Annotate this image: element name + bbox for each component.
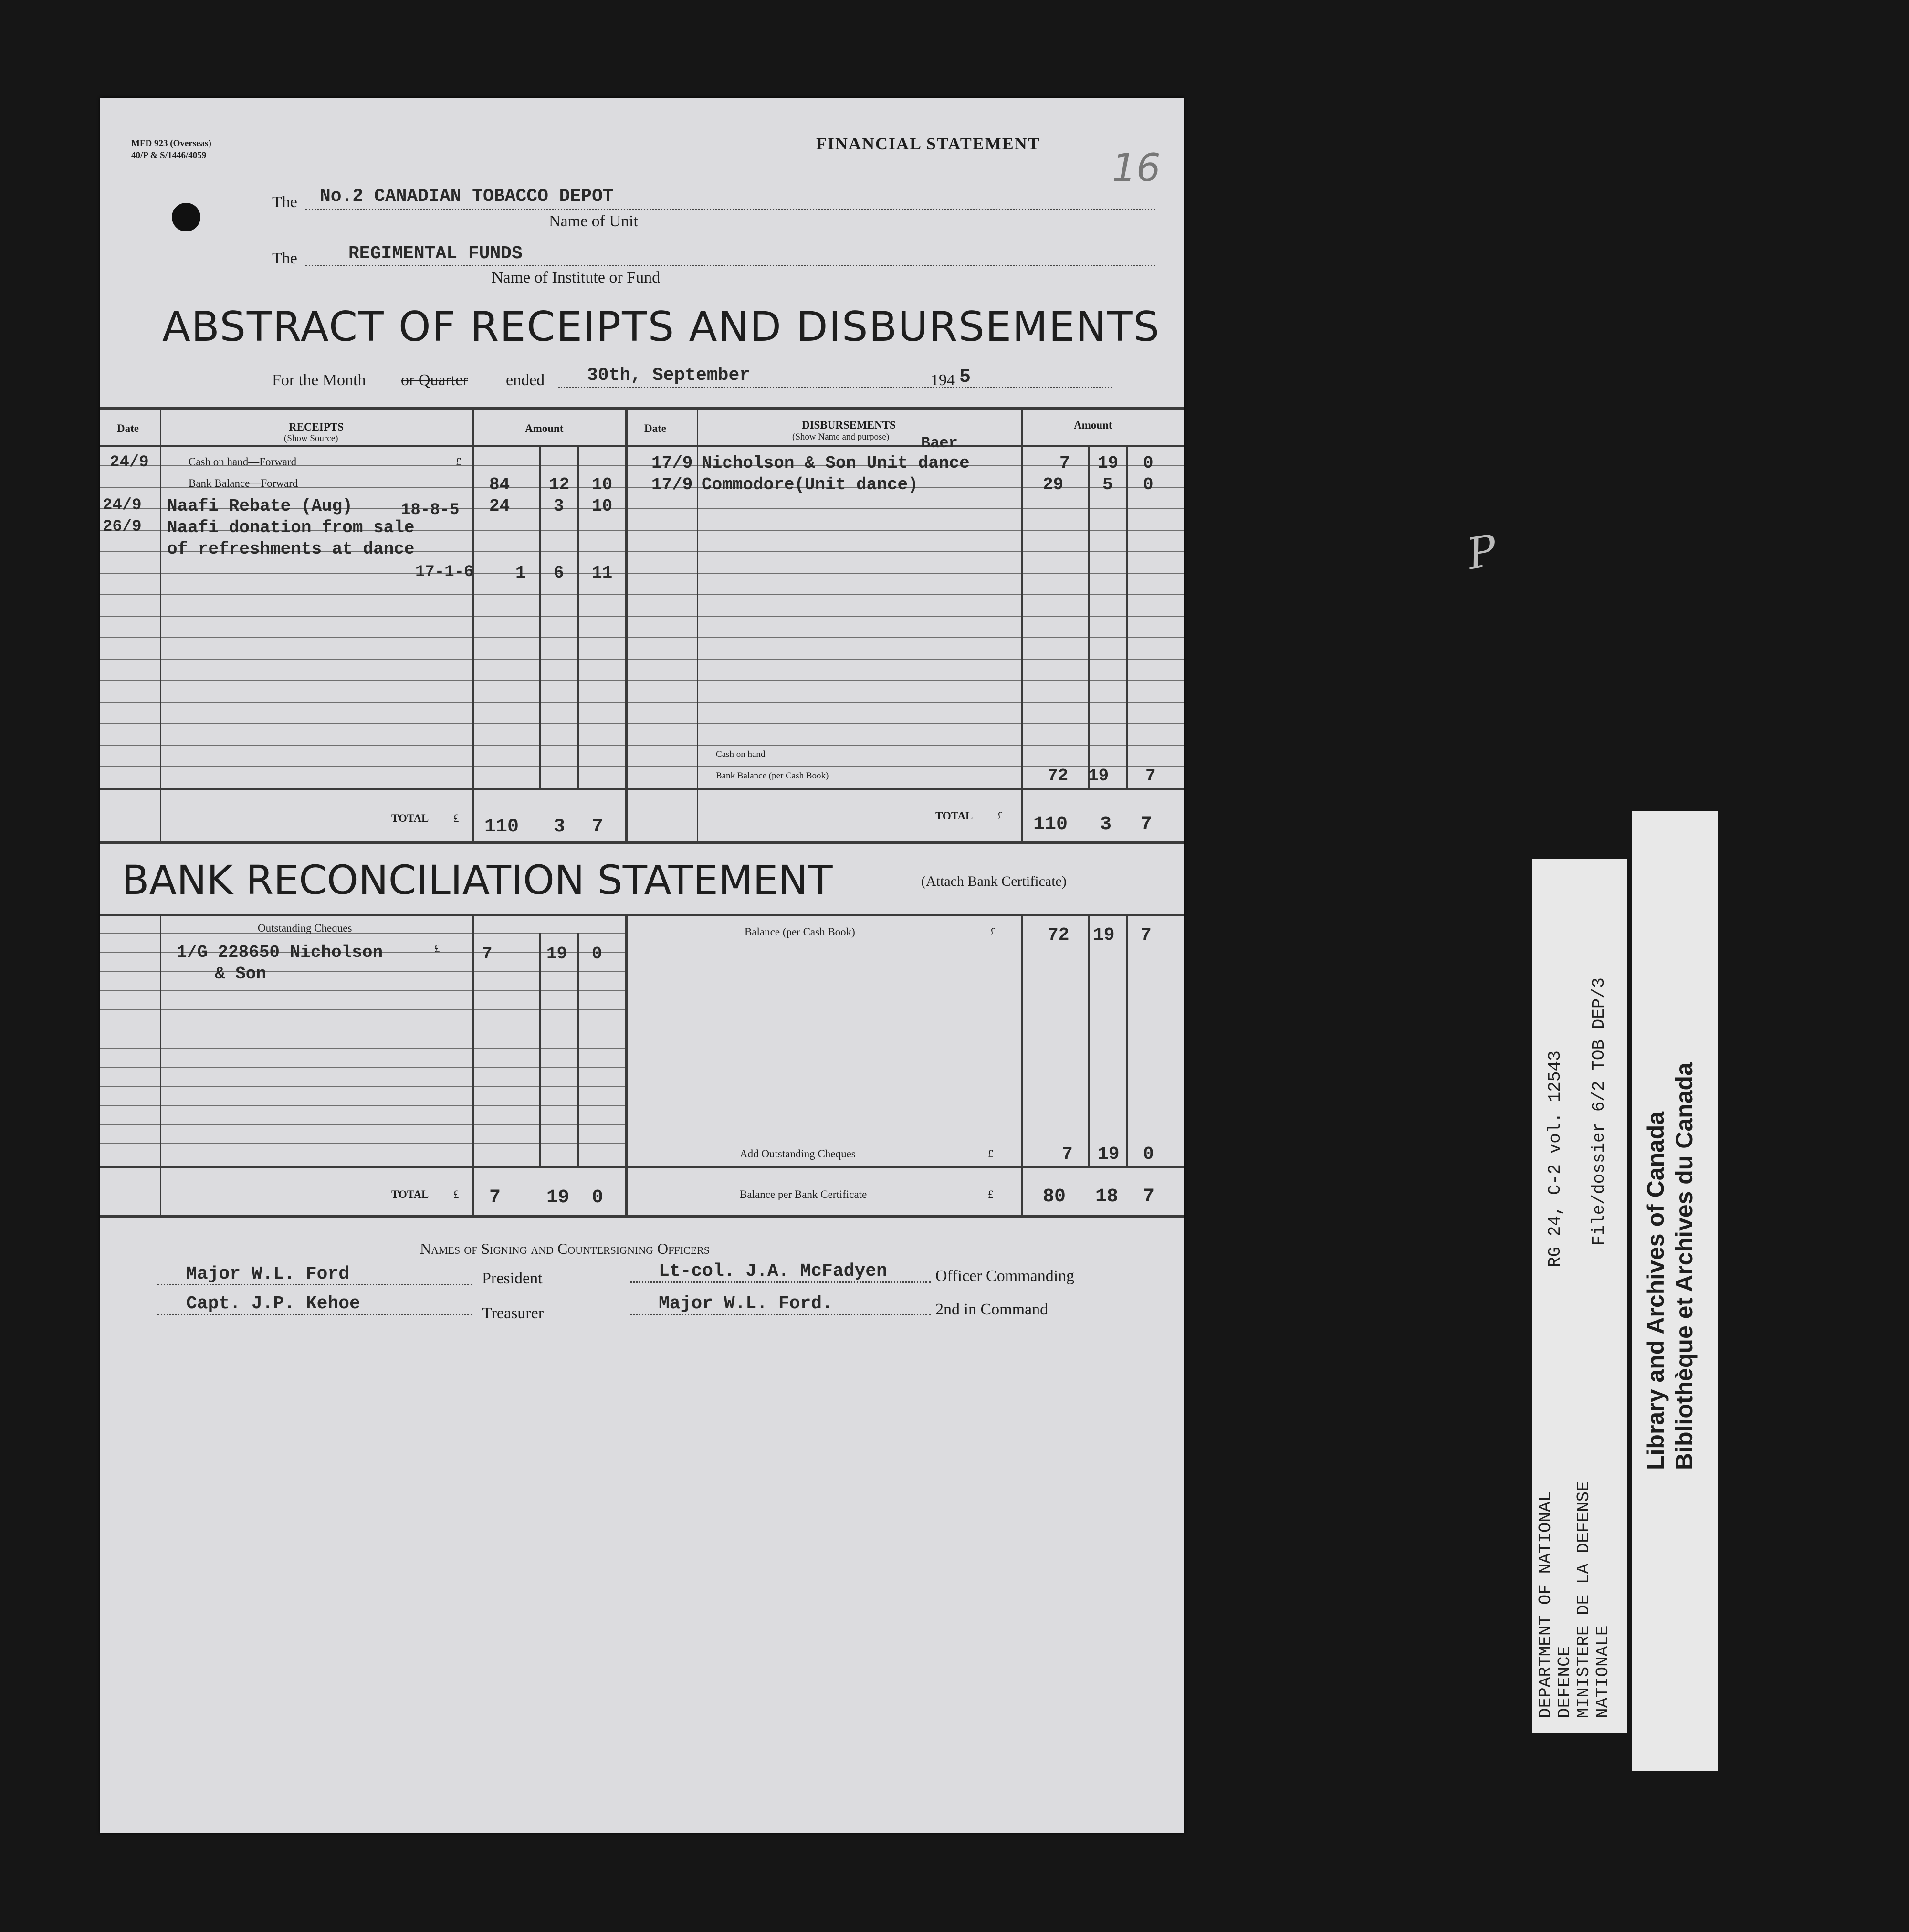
disb-total-sign: £: [997, 810, 1003, 822]
add-outstanding-sign: £: [988, 1148, 994, 1160]
receipt-date: 24/9: [103, 496, 142, 514]
second-role: 2nd in Command: [935, 1301, 1049, 1318]
receipt-desc: Naafi Rebate (Aug): [167, 496, 353, 516]
oc-line: [630, 1281, 931, 1283]
bank-rec-col-3: [539, 933, 541, 1167]
archive-reference-strip: [1532, 859, 1627, 1732]
cheque-pence: 0: [592, 944, 602, 964]
balance-cash-book-sign: £: [990, 926, 996, 938]
financial-statement-sheet: [100, 98, 1184, 1833]
dept-line1: DEPARTMENT OF NATIONAL: [1536, 1491, 1555, 1718]
bank-rec-col-1: [160, 914, 161, 1217]
disb-pence: 0: [1143, 453, 1154, 473]
oc-name: Lt-col. J.A. McFadyen: [659, 1261, 887, 1281]
cheque-line2: & Son: [215, 964, 267, 984]
disb-total-shillings: 3: [1100, 814, 1112, 835]
receipt-pounds: 24: [489, 496, 510, 516]
balance-cash-book-pounds: 72: [1048, 925, 1070, 945]
col-receipts-shillings: [539, 445, 541, 789]
president-role: President: [482, 1270, 543, 1287]
bank-rec-col-2: [472, 914, 474, 1217]
period-struck: or Quarter: [401, 371, 468, 389]
receipt-pounds: 84: [489, 475, 510, 494]
disb-header: DISBURSEMENTS: [802, 419, 896, 431]
receipt-extra: 17-1-6: [415, 563, 474, 581]
dept-line3: MINISTERE DE LA DEFENSE: [1574, 1481, 1594, 1718]
receipt-date: 26/9: [103, 518, 142, 536]
fund-value: REGIMENTAL FUNDS: [348, 243, 523, 264]
receipt-desc: Bank Balance—Forward: [189, 477, 298, 489]
treasurer-role: Treasurer: [482, 1304, 544, 1322]
disb-total-label: TOTAL: [935, 810, 973, 822]
second-name: Major W.L. Ford.: [659, 1293, 833, 1314]
disb-amount-header: Amount: [1074, 419, 1112, 431]
cheque-sign: £: [434, 943, 440, 955]
receipt-shillings: 3: [554, 496, 564, 516]
bank-balance-shillings: 19: [1088, 766, 1109, 786]
archive-file: File/dossier 6/2 TOB DEP/3: [1589, 977, 1609, 1246]
col-disb-shillings: [1088, 445, 1090, 789]
period-year-suffix: 5: [959, 367, 971, 388]
bank-rec-title: BANK RECONCILIATION STATEMENT: [122, 857, 833, 903]
disb-shillings: 5: [1102, 475, 1113, 494]
receipt-desc: Naafi donation from sale: [167, 518, 415, 537]
second-line: [630, 1314, 931, 1315]
balance-bank-cert-pounds: 80: [1043, 1186, 1066, 1208]
bank-rec-total-pence: 0: [592, 1187, 604, 1208]
period-year-prefix: 194: [931, 371, 955, 389]
col-receipts-date: [160, 408, 161, 842]
balance-cash-book-label: Balance (per Cash Book): [745, 926, 855, 938]
bank-rec-col-7: [1126, 914, 1128, 1167]
col-receipts-amount: [472, 408, 474, 842]
page-title: ABSTRACT OF RECEIPTS AND DISBURSEMENTS: [162, 303, 1161, 351]
receipts-total-shillings: 3: [554, 816, 566, 838]
period-lead: For the Month: [272, 371, 366, 389]
bank-balance-label: Bank Balance (per Cash Book): [716, 771, 829, 781]
receipts-total-pence: 7: [592, 816, 604, 838]
receipts-total-sign: £: [453, 812, 459, 824]
lac-french: Bibliothèque et Archives du Canada: [1671, 1062, 1698, 1470]
treasurer-line: [157, 1314, 472, 1315]
disb-pounds: 7: [1059, 453, 1070, 473]
dept-line4: NATIONALE: [1593, 1625, 1613, 1718]
unit-caption: Name of Unit: [549, 212, 638, 230]
bank-balance-pounds: 72: [1048, 766, 1069, 786]
disb-date: 17/9: [651, 453, 693, 473]
balance-bank-cert-pence: 7: [1143, 1186, 1155, 1208]
receipt-desc: Cash on hand—Forward: [189, 456, 297, 468]
balance-bank-cert-shillings: 18: [1095, 1186, 1119, 1208]
punch-hole: [172, 203, 200, 231]
cheque-shillings: 19: [546, 944, 567, 964]
col-divider: [625, 408, 628, 842]
receipts-amount-header: Amount: [525, 422, 564, 434]
receipt-desc: of refreshments at dance: [167, 539, 415, 559]
fund-caption: Name of Institute or Fund: [492, 269, 661, 286]
disb-desc: Nicholson & Son Unit dance: [702, 453, 970, 473]
receipt-pence: 11: [592, 563, 613, 583]
add-outstanding-shillings: 19: [1098, 1144, 1120, 1165]
disb-note: Baer: [921, 434, 958, 452]
fund-prefix: The: [272, 250, 297, 267]
bank-balance-pence: 7: [1145, 766, 1156, 786]
disb-date: 17/9: [651, 475, 693, 494]
balance-bank-cert-sign: £: [988, 1188, 994, 1200]
receipts-subheader: (Show Source): [284, 433, 338, 443]
disb-shillings: 19: [1098, 453, 1119, 473]
cheque-pounds: 7: [482, 944, 493, 964]
bank-rec-col-4: [577, 933, 579, 1167]
bank-rec-total-label: TOTAL: [391, 1188, 429, 1200]
fund-line: [305, 265, 1155, 266]
president-name: Major W.L. Ford: [186, 1264, 350, 1284]
disb-total-pence: 7: [1141, 814, 1153, 835]
bank-rec-attach: (Attach Bank Certificate): [921, 873, 1067, 889]
receipt-date: 24/9: [110, 453, 149, 472]
receipts-total-label: TOTAL: [391, 812, 429, 824]
bank-rec-total-sign: £: [453, 1188, 459, 1200]
col-disb-amount: [1021, 408, 1023, 842]
form-code-line1: MFD 923 (Overseas): [131, 138, 211, 148]
cash-on-hand-label: Cash on hand: [716, 749, 766, 759]
period-date: 30th, September: [587, 365, 751, 386]
bank-rec-col-6: [1088, 914, 1090, 1167]
lac-english: Library and Archives of Canada: [1642, 1111, 1669, 1470]
receipt-pence: 10: [592, 496, 613, 516]
disb-desc: Commodore(Unit dance): [702, 475, 918, 494]
add-outstanding-label: Add Outstanding Cheques: [740, 1148, 856, 1160]
cheque-line1: 1/G 228650 Nicholson: [177, 943, 383, 962]
disb-subheader: (Show Name and purpose): [792, 432, 890, 442]
outstanding-cheques-header: Outstanding Cheques: [258, 922, 352, 934]
receipts-date-header: Date: [117, 422, 139, 434]
receipt-extra: 18-8-5: [401, 501, 460, 519]
period-line: [558, 387, 1112, 388]
col-disb-pence: [1126, 445, 1128, 789]
receipt-shillings: 6: [554, 563, 564, 583]
disb-total-pounds: 110: [1033, 814, 1068, 835]
lac-stamp-strip: [1632, 811, 1718, 1771]
page-number: 16: [1112, 146, 1161, 190]
add-outstanding-pounds: 7: [1062, 1144, 1073, 1165]
balance-cash-book-pence: 7: [1141, 925, 1152, 945]
disb-pence: 0: [1143, 475, 1154, 494]
oc-role: Officer Commanding: [935, 1267, 1075, 1285]
disb-pounds: 29: [1043, 475, 1064, 494]
receipt-pounds: 1: [515, 563, 526, 583]
form-code-line2: 40/P & S/1446/4059: [131, 150, 207, 160]
receipts-total-pounds: 110: [484, 816, 519, 838]
bank-rec-divider: [625, 914, 628, 1217]
disb-date-header: Date: [644, 422, 666, 434]
receipts-header: RECEIPTS: [289, 421, 344, 433]
bank-rec-col-5: [1021, 914, 1023, 1217]
statement-type: FINANCIAL STATEMENT: [816, 134, 1040, 153]
add-outstanding-pence: 0: [1143, 1144, 1154, 1165]
unit-line: [305, 209, 1155, 210]
receipt-shillings: 12: [549, 475, 570, 494]
col-receipts-pence: [577, 445, 579, 789]
archive-ref: RG 24, C-2 vol. 12543: [1545, 1050, 1565, 1267]
balance-cash-book-shillings: 19: [1093, 925, 1115, 945]
unit-prefix: The: [272, 193, 297, 211]
handwritten-mark: P: [1463, 525, 1501, 580]
treasurer-name: Capt. J.P. Kehoe: [186, 1293, 360, 1314]
bank-rec-total-shillings: 19: [546, 1187, 570, 1208]
receipt-pence: 10: [592, 475, 613, 494]
unit-value: No.2 CANADIAN TOBACCO DEPOT: [320, 186, 614, 207]
officers-heading: Names of Signing and Countersigning Officers: [420, 1240, 710, 1257]
col-disb-date: [697, 408, 698, 842]
bank-rec-total-pounds: 7: [489, 1187, 501, 1208]
receipt-pound-sign: £: [456, 456, 462, 468]
balance-bank-cert-label: Balance per Bank Certificate: [740, 1188, 867, 1200]
period-ended: ended: [506, 371, 545, 389]
dept-line2: DEFENCE: [1555, 1646, 1574, 1718]
